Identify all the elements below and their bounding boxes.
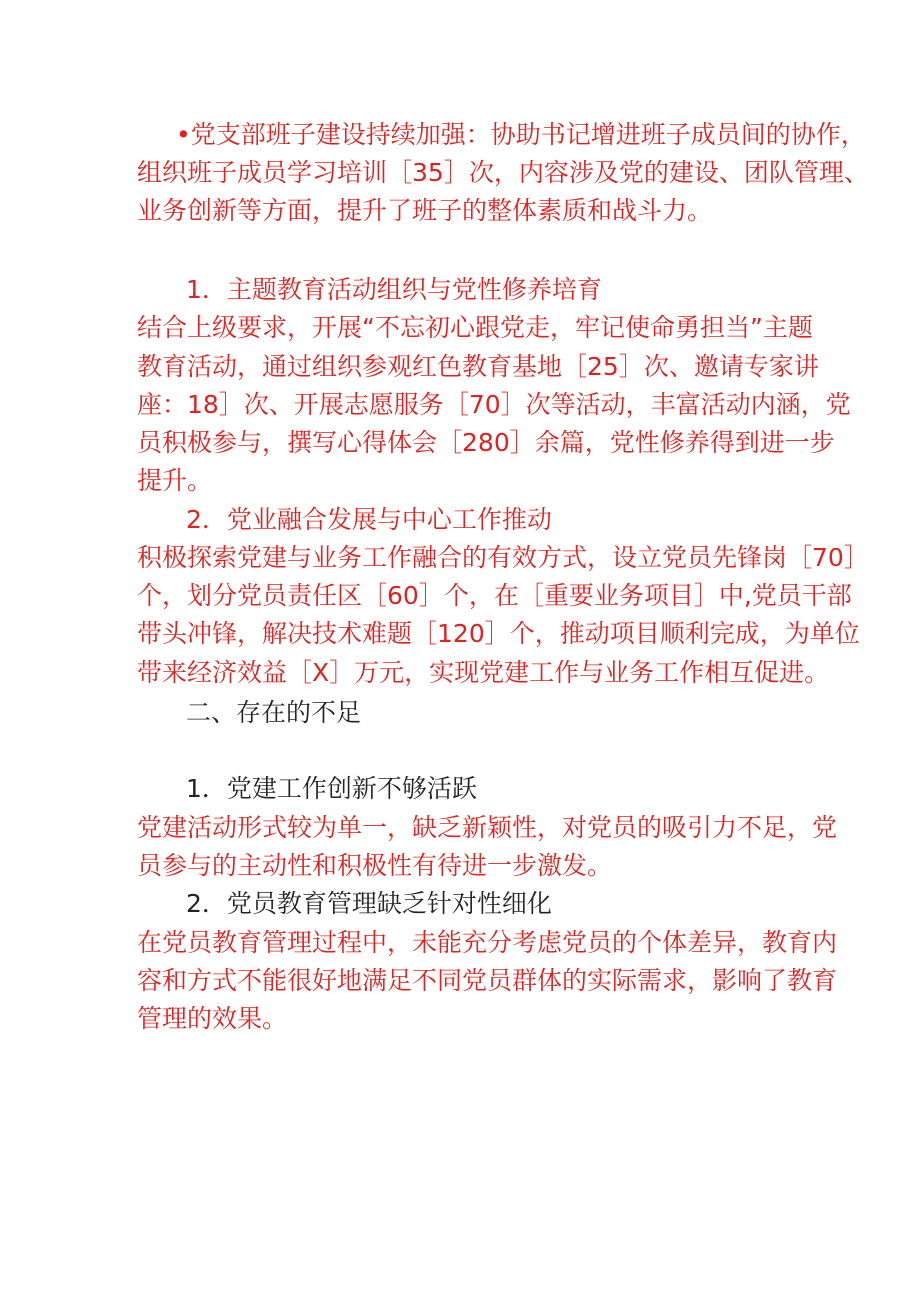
paragraph-line: 带头冲锋，解决技术难题［120］个，推动项目顺利完成，为单位 — [137, 619, 860, 648]
chapter-heading: 二、存在的不足 — [186, 698, 362, 727]
paragraph-line: 组织班子成员学习培训［35］次，内容涉及党的建设、团队管理、 — [137, 158, 869, 187]
paragraph-line: 在党员教育管理过程中，未能充分考虑党员的个体差异，教育内 — [137, 928, 838, 957]
paragraph-line: 结合上级要求，开展“不忘初心跟党走，牢记使命勇担当”主题 — [137, 313, 813, 342]
paragraph-line: 员积极参与，撰写心得体会［280］余篇，党性修养得到进一步 — [137, 428, 835, 457]
paragraph-line: 提升。 — [137, 466, 213, 495]
section-heading: 1．党建工作创新不够活跃 — [186, 774, 477, 803]
paragraph-line: 业务创新等方面，提升了班子的整体素质和战斗力。 — [137, 196, 713, 225]
section-heading: 2．党业融合发展与中心工作推动 — [186, 505, 552, 534]
paragraph-line: 积极探索党建与业务工作融合的有效方式，设立党员先锋岗［70］ — [137, 543, 869, 572]
paragraph-line: •党支部班子建设持续加强：协助书记增进班子成员间的协作， — [176, 120, 866, 149]
section-heading: 2．党员教育管理缺乏针对性细化 — [186, 889, 552, 918]
paragraph-line: 座：18］次、开展志愿服务［70］次等活动，丰富活动内涵，党 — [137, 390, 851, 419]
section-heading: 1．主题教育活动组织与党性修养培育 — [186, 275, 602, 304]
paragraph-line: 管理的效果。 — [137, 1004, 288, 1033]
paragraph-line: 党建活动形式较为单一，缺乏新颖性，对党员的吸引力不足，党 — [137, 813, 838, 842]
paragraph-line: 员参与的主动性和积极性有待进一步激发。 — [137, 851, 613, 880]
paragraph-line: 容和方式不能很好地满足不同党员群体的实际需求，影响了教育 — [137, 966, 838, 995]
paragraph-line: 个，划分党员责任区［60］个，在［重要业务项目］中,党员干部 — [137, 581, 852, 610]
paragraph-line: 带来经济效益［X］万元，实现党建工作与业务工作相互促进。 — [137, 658, 830, 687]
paragraph-line: 教育活动，通过组织参观红色教育基地［25］次、邀请专家讲 — [137, 352, 819, 381]
